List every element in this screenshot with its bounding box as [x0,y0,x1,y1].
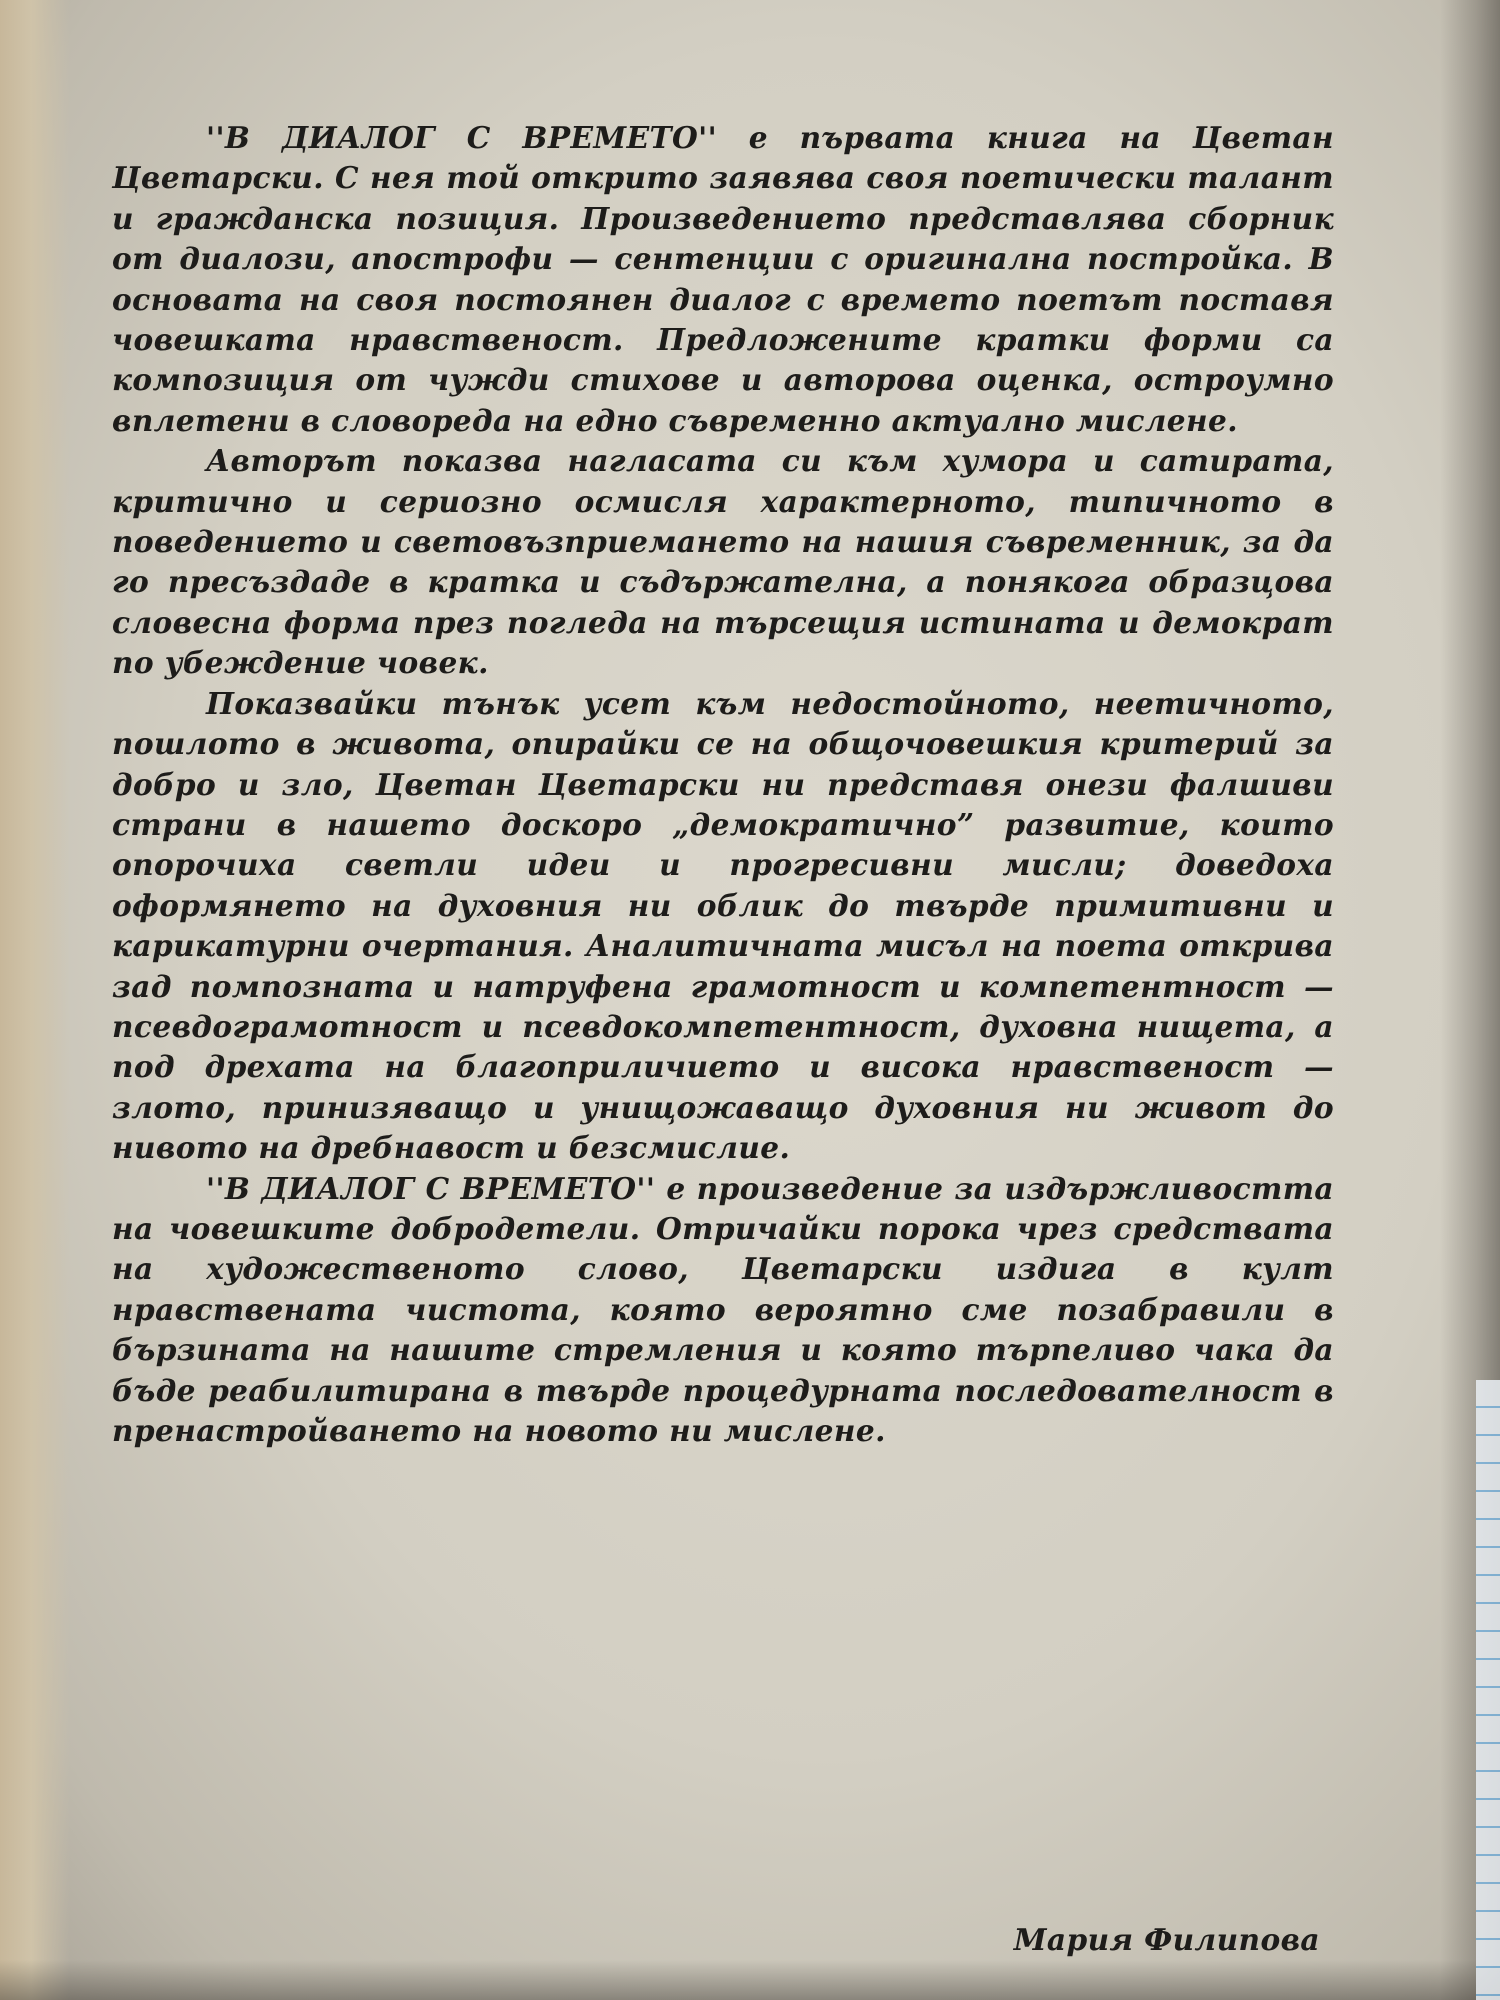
author-signature: Мария Филипова [1013,1922,1320,1957]
paragraph-3: Показвайки тънък усет към недостойното, неетичното, пошлото в живота, опирайки се на общочовешкия критерий за добро и зло, Цветан Цветарски ни представя онези фалшиви страни в нашето доскоро „демократично” развитие, които опорочиха светли идеи и прогресивни мисли; доведоха оформянето на духовния ни облик до твърде примитивни и карикатурни очертания. Аналитичната мисъл на поета открива зад помпозната и натруфена грамотност и компетентност — псевдограмотност и псевдокомпетентност, духовна нищета, а под дрехата на благоприличието и висока нравственост — злото, принизяващо и унищожаващо духовния ни живот до нивото на дребнавост и безсмислие. [112,685,1334,1166]
ruled-paper-edge [1476,1380,1500,2000]
paragraph-2: Авторът показва нагласата си към хумора и сатирата, критично и сериозно осмисля характерното, типичното в поведението и световъзприемането на нашия съвременник, за да го пресъздаде в кратка и съдържателна, а понякога образцова словесна форма през погледа на търсещия истината и демократ по убеждение човек. [112,443,1334,681]
paragraph-1: ''В ДИАЛОГ С ВРЕМЕТО'' е първата книга на Цветан Цветарски. С нея той открито заявява своя поетически талант и гражданска позиция. Произведението представлява сборник от диалози, апострофи — сентенции с оригинална постройка. В основата на своя постоянен диалог с времето поетът поставя човешката нравственост. Предложените кратки форми са композиция от чужди стихове и авторова оценка, остроумно вплетени в словореда на едно съвременно актуално мислене. [112,120,1334,438]
spine-shadow [0,0,70,2000]
bottom-edge-shadow [0,1960,1500,2000]
body-text [112,118,1334,1451]
paragraph-4: ''В ДИАЛОГ С ВРЕМЕТО'' е произведение за издържливостта на човешките добродетели. Отричайки порока чрез средствата на художественото слово, Цветарски издига в култ нравствената чистота, която вероятно сме позабравили в бързината на нашите стремления и която търпеливо чака да бъде реабилитирана в твърде процедурната последователност в пренастройването на новото ни мислене. [112,1170,1334,1448]
